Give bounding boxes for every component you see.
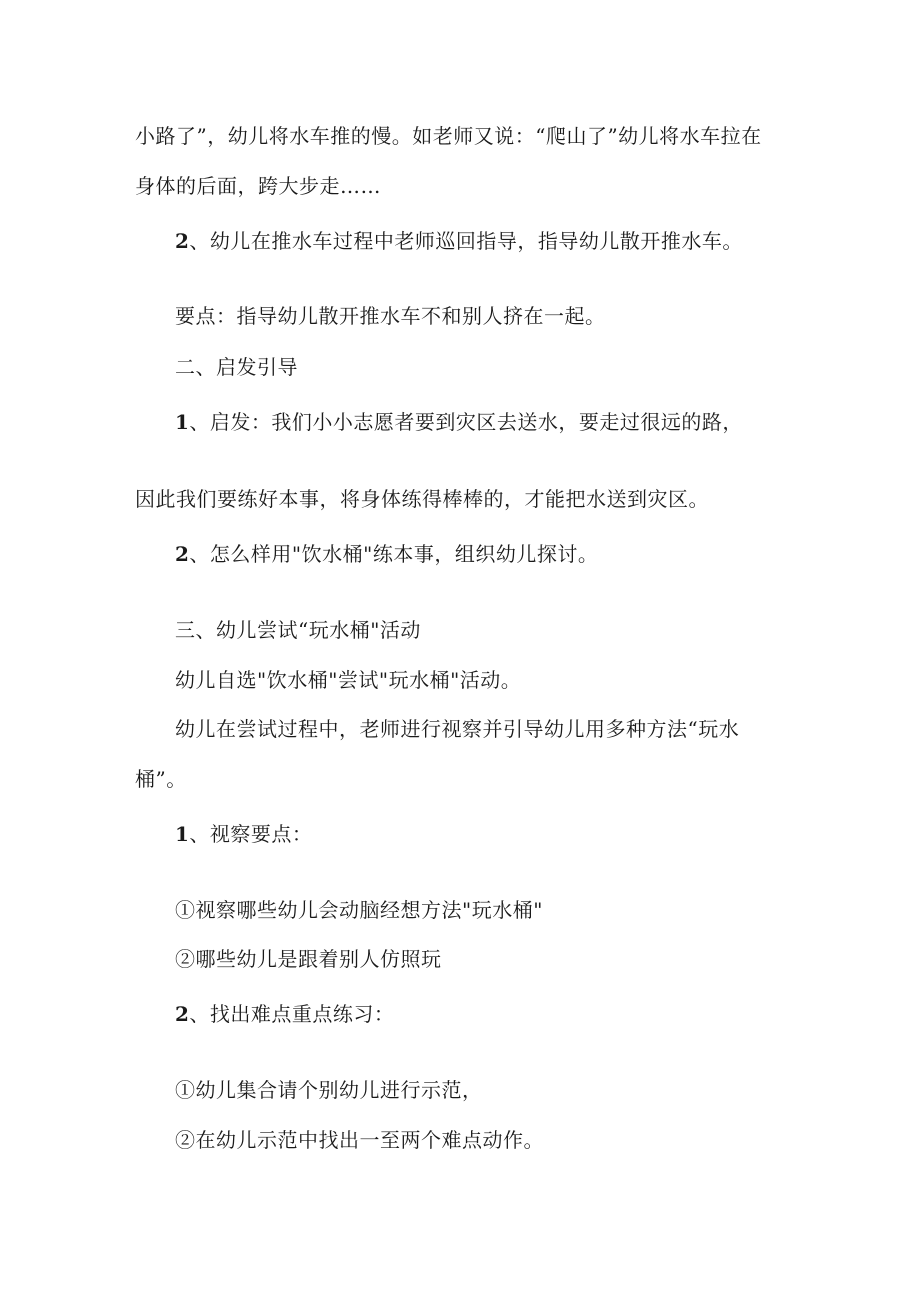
item-text: 启发：我们小小志愿者要到灾区去送水，要走过很远的路， bbox=[209, 410, 743, 434]
line-text: ①视察哪些幼儿会动脑经想方法"玩水桶" bbox=[175, 898, 543, 922]
paragraph-line bbox=[135, 124, 762, 148]
paragraph-line bbox=[175, 668, 521, 692]
list-item bbox=[175, 229, 743, 253]
line-text: 桶”。 bbox=[135, 767, 187, 791]
list-item bbox=[175, 1002, 394, 1026]
line-text: ①幼儿集合请个别幼儿进行示范， bbox=[175, 1078, 483, 1102]
list-item bbox=[175, 542, 598, 566]
line-text: ②在幼儿示范中找出一至两个难点动作。 bbox=[175, 1128, 544, 1152]
line-text: 幼儿在尝试过程中，老师进行视察并引导幼儿用多种方法“玩水 bbox=[175, 717, 740, 741]
item-separator: 、 bbox=[189, 542, 210, 566]
list-item bbox=[175, 822, 312, 846]
paragraph-line bbox=[135, 487, 709, 511]
section-heading bbox=[175, 355, 298, 379]
item-number: 2 bbox=[175, 542, 190, 566]
paragraph-line bbox=[175, 717, 739, 741]
heading-text: 三、幼儿尝试“玩水桶"活动 bbox=[175, 618, 421, 642]
line-text: 身体的后面，跨大步走…… bbox=[135, 174, 381, 198]
item-separator: 、 bbox=[189, 822, 210, 846]
item-number: 1 bbox=[175, 822, 190, 846]
paragraph-line bbox=[135, 767, 187, 791]
sub-item bbox=[175, 1128, 544, 1152]
sub-item bbox=[175, 898, 543, 922]
item-separator: 、 bbox=[189, 1002, 210, 1026]
item-text: 怎么样用"饮水桶"练本事，组织幼儿探讨。 bbox=[209, 542, 599, 566]
item-separator: 、 bbox=[189, 229, 210, 253]
sub-item bbox=[175, 947, 442, 971]
sub-item bbox=[175, 1078, 483, 1102]
section-heading bbox=[175, 618, 421, 642]
paragraph-line bbox=[175, 304, 606, 328]
item-number: 1 bbox=[175, 410, 190, 434]
line-text: 要点：指导幼儿散开推水车不和别人挤在一起。 bbox=[175, 304, 606, 328]
paragraph-line bbox=[135, 174, 381, 198]
heading-text: 二、启发引导 bbox=[175, 355, 298, 379]
line-text: ②哪些幼儿是跟着别人仿照玩 bbox=[175, 947, 442, 971]
item-text: 找出难点重点练习： bbox=[209, 1002, 395, 1026]
item-number: 2 bbox=[175, 229, 190, 253]
item-separator: 、 bbox=[189, 410, 210, 434]
line-text: 幼儿自选"饮水桶"尝试"玩水桶"活动。 bbox=[175, 668, 522, 692]
line-text: 因此我们要练好本事，将身体练得棒棒的，才能把水送到灾区。 bbox=[135, 487, 709, 511]
item-number: 2 bbox=[175, 1002, 190, 1026]
item-text: 视察要点： bbox=[209, 822, 313, 846]
line-text: 小路了”，幼儿将水车推的慢。如老师又说：“爬山了”幼儿将水车拉在 bbox=[135, 124, 762, 148]
item-text: 幼儿在推水车过程中老师巡回指导，指导幼儿散开推水车。 bbox=[209, 229, 743, 253]
list-item bbox=[175, 410, 743, 434]
